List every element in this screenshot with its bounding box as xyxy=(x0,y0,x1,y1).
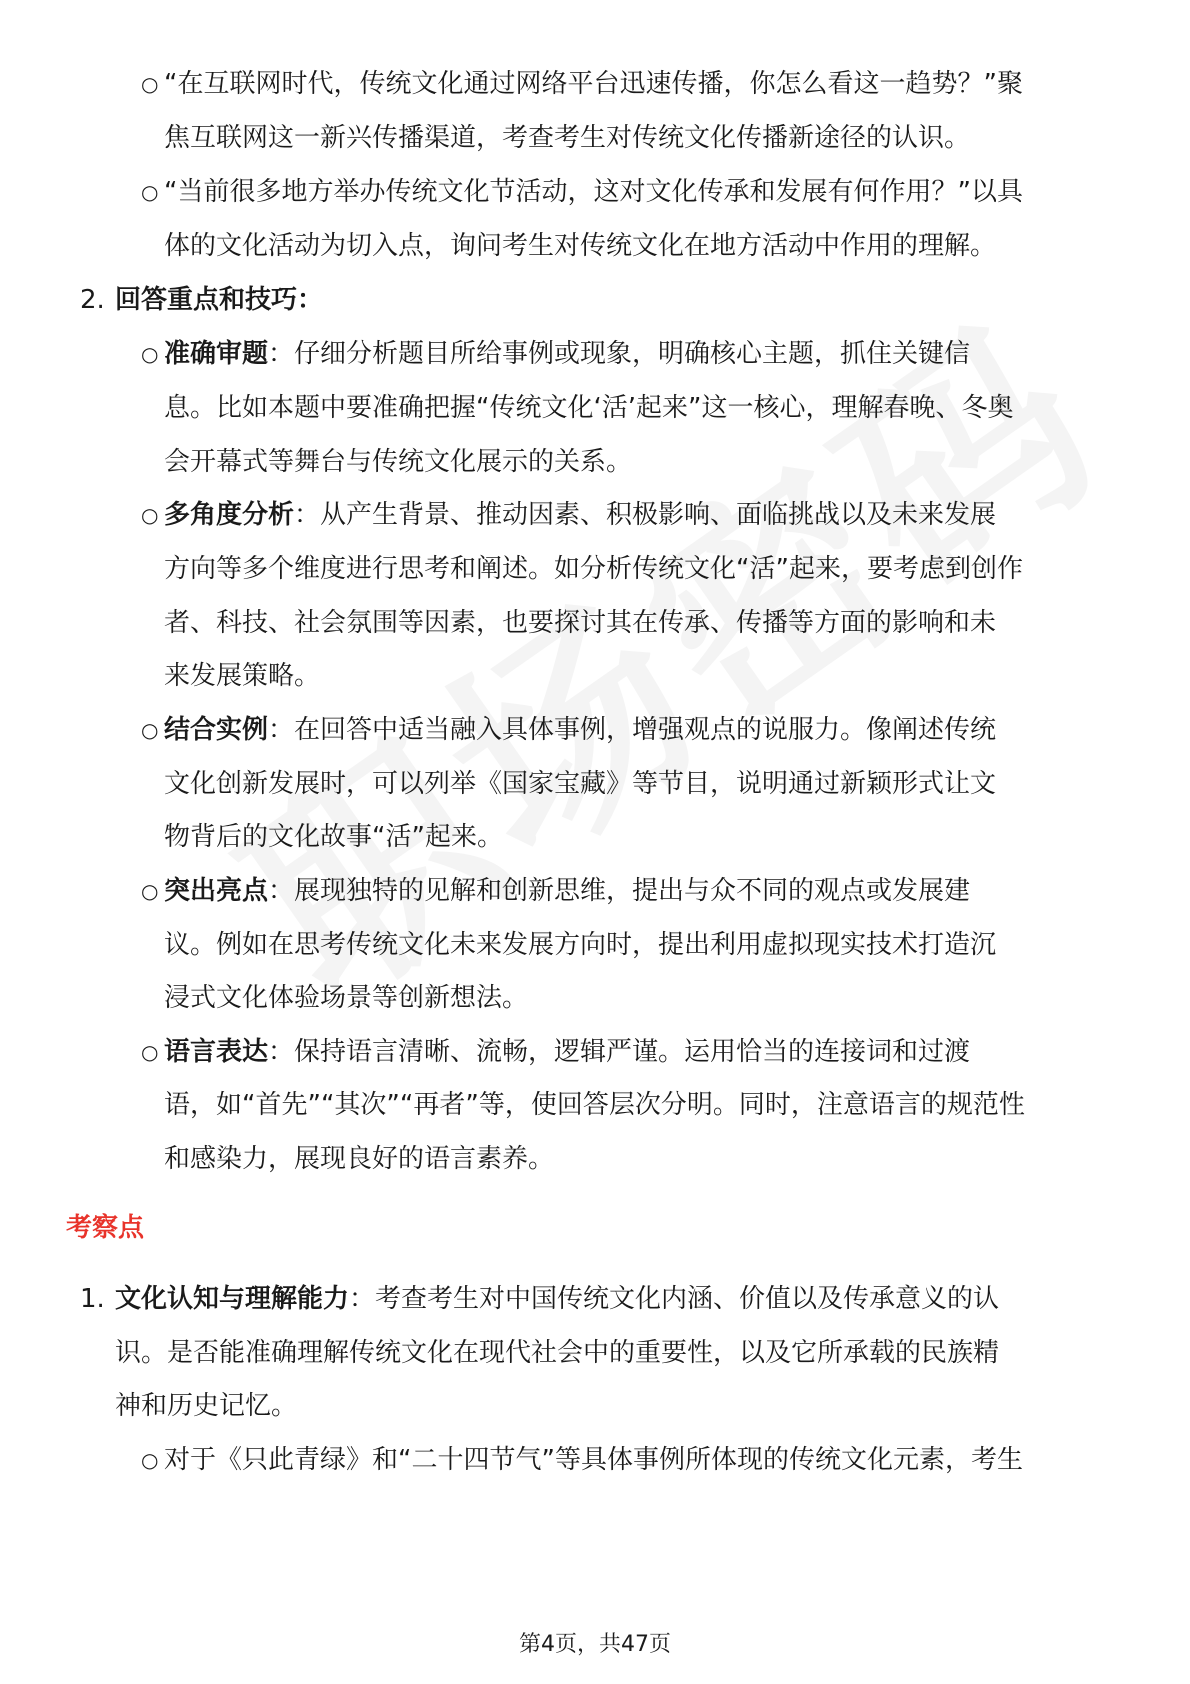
bullet-term: 准确审题 xyxy=(164,339,269,369)
bullet-text: ：保持语言清晰、流畅，逻辑严谨。运用恰当的连接词和过渡 xyxy=(268,1037,971,1067)
text-line: 和感染力，展现良好的语言素养。 xyxy=(164,1144,555,1174)
text-line: 语，如“首先”“其次”“再者”等，使回答层次分明。同时，注意语言的规范性 xyxy=(164,1090,1025,1120)
list-item xyxy=(164,336,970,372)
bullet-term: 结合实例 xyxy=(164,715,269,745)
bullet-circle-icon: ○ xyxy=(141,180,159,204)
list-item xyxy=(164,1034,970,1070)
bullet-circle-icon: ○ xyxy=(141,72,159,96)
bullet-text: ：在回答中适当融入具体事例，增强观点的说服力。像阐述传统 xyxy=(268,715,997,745)
text-line: “在互联网时代，传统文化通过网络平台迅速传播，你怎么看这一趋势？”聚 xyxy=(164,69,1023,99)
bullet-text: ：展现独特的见解和创新思维，提出与众不同的观点或发展建 xyxy=(268,876,971,906)
bullet-circle-icon: ○ xyxy=(141,503,159,527)
text-line: 息。比如本题中要准确把握“传统文化‘活’起来”这一核心，理解春晚、冬奥 xyxy=(164,393,1014,423)
text-line: 方向等多个维度进行思考和阐述。如分析传统文化“活”起来，要考虑到创作 xyxy=(164,554,1023,584)
text-line: 浸式文化体验场景等创新想法。 xyxy=(164,983,529,1013)
list-item-text: ：考查考生对中国传统文化内涵、价值以及传承意义的认 xyxy=(349,1284,1000,1314)
text-line: 体的文化活动为切入点，询问考生对传统文化在地方活动中作用的理解。 xyxy=(164,231,997,261)
list-item-title: 回答重点和技巧： xyxy=(115,285,324,315)
text-line: 物背后的文化故事“活”起来。 xyxy=(164,822,503,852)
text-line: 者、科技、社会氛围等因素，也要探讨其在传承、传播等方面的影响和未 xyxy=(164,608,997,638)
text-line: 来发展策略。 xyxy=(164,661,321,691)
list-item-term: 文化认知与理解能力 xyxy=(115,1284,350,1314)
bullet-text: ：从产生背景、推动因素、积极影响、面临挑战以及未来发展 xyxy=(294,500,997,530)
text-line: 议。例如在思考传统文化未来发展方向时，提出利用虚拟现实技术打造沉 xyxy=(164,930,997,960)
bullet-circle-icon: ○ xyxy=(141,718,159,742)
list-item xyxy=(164,497,996,533)
list-item xyxy=(164,712,996,748)
text-line: 会开幕式等舞台与传统文化展示的关系。 xyxy=(164,447,633,477)
bullet-circle-icon: ○ xyxy=(141,879,159,903)
text-line: 文化创新发展时，可以列举《国家宝藏》等节目，说明通过新颖形式让文 xyxy=(164,769,997,799)
bullet-circle-icon: ○ xyxy=(141,1448,159,1472)
bullet-term: 多角度分析 xyxy=(164,500,295,530)
bullet-term: 突出亮点 xyxy=(164,876,269,906)
text-line: 神和历史记忆。 xyxy=(115,1391,298,1421)
bullet-circle-icon: ○ xyxy=(141,342,159,366)
section-heading: 考察点 xyxy=(66,1213,145,1243)
page-number: 第4页，共47页 xyxy=(519,1632,671,1657)
text-line: 识。是否能准确理解传统文化在现代社会中的重要性，以及它所承载的民族精 xyxy=(115,1338,1000,1368)
bullet-circle-icon: ○ xyxy=(141,1040,159,1064)
list-number: 2. xyxy=(80,285,105,315)
bullet-text: ：仔细分析题目所给事例或现象，明确核心主题，抓住关键信 xyxy=(268,339,971,369)
text-line: 对于《只此青绿》和“二十四节气”等具体事例所体现的传统文化元素，考生 xyxy=(164,1445,1023,1475)
list-number: 1. xyxy=(80,1284,105,1314)
list-item xyxy=(164,873,970,909)
text-line: 焦互联网这一新兴传播渠道，考查考生对传统文化传播新途径的认识。 xyxy=(164,123,971,153)
text-line: “当前很多地方举办传统文化节活动，这对文化传承和发展有何作用？”以具 xyxy=(164,177,1023,207)
bullet-term: 语言表达 xyxy=(164,1037,269,1067)
list-item xyxy=(115,1281,999,1317)
